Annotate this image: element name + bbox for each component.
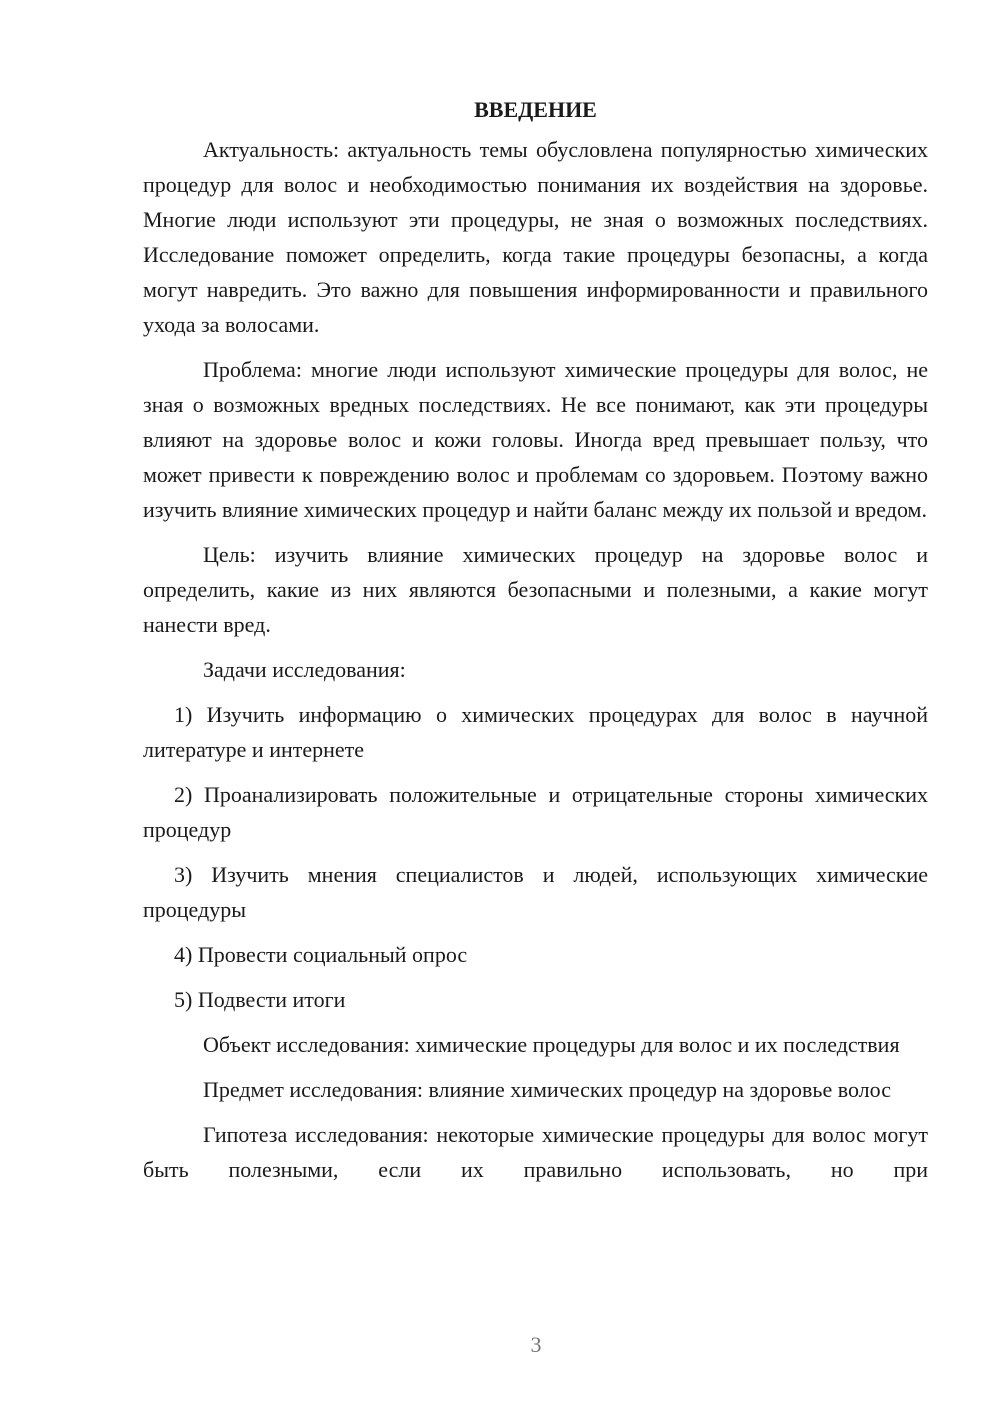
page-number: 3 xyxy=(530,1332,542,1357)
hypothesis-paragraph: Гипотеза исследования: некоторые химические процедуры для волос могут быть полезными, если их правильно использовать, но при xyxy=(143,1122,928,1182)
section-title: ВВЕДЕНИЕ xyxy=(474,97,597,122)
tasks-heading: Задачи исследования: xyxy=(203,657,406,682)
problem-paragraph: Проблема: многие люди используют химические процедуры для волос, не зная о возможных вредных последствиях. Не все понимают, как эти процедуры влияют на здоровье волос и кожи головы. Иногда вред превышает пользу, что может привести к повреждению волос и проблемам со здоровьем. Поэтому важно изучить влияние химических процедур и найти баланс между их пользой и вредом. xyxy=(143,357,928,522)
goal-paragraph: Цель: изучить влияние химических процедур на здоровье волос и определить, какие из них являются безопасными и полезными, а какие могут нанести вред. xyxy=(143,542,928,637)
object-paragraph: Объект исследования: химические процедуры для волос и их последствия xyxy=(203,1032,900,1057)
task-item-5: 5) Подвести итоги xyxy=(174,987,346,1012)
page-content xyxy=(143,92,928,1187)
task-item-3: 3) Изучить мнения специалистов и людей, использующих химические процедуры xyxy=(143,862,928,922)
subject-paragraph: Предмет исследования: влияние химических процедур на здоровье волос xyxy=(203,1077,891,1102)
task-item-4: 4) Провести социальный опрос xyxy=(174,942,468,967)
relevance-paragraph: Актуальность: актуальность темы обусловлена популярностью химических процедур для волос и необходимостью понимания их воздействия на здоровье. Многие люди используют эти процедуры, не зная о возможных последствиях. Исследование поможет определить, когда такие процедуры безопасны, а когда могут навредить. Это важно для повышения информированности и правильного ухода за волосами. xyxy=(143,137,928,337)
task-item-1: 1) Изучить информацию о химических процедурах для волос в научной литературе и интернете xyxy=(143,702,928,762)
task-item-2: 2) Проанализировать положительные и отрицательные стороны химических процедур xyxy=(143,782,928,842)
